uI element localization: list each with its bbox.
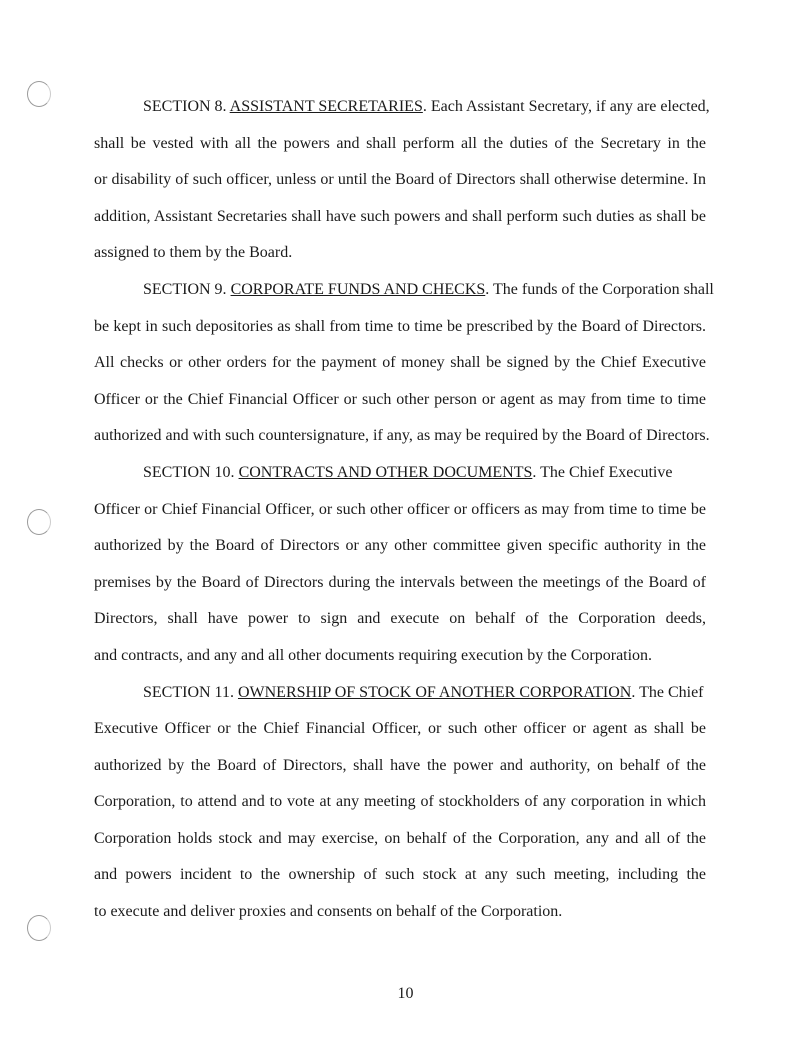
punch-hole-bottom [27,915,51,941]
section-text: . Each Assistant Secretary, if any are elected, [422,98,710,115]
text-line: or disability of such officer, unless or until the Board of Directors shall otherwise determine. In [94,171,706,189]
text-line: Officer or the Chief Financial Officer or such other person or agent as may from time to time [94,390,706,408]
document-body [94,89,714,931]
text-line: and powers incident to the ownership of such stock at any such meeting, including the [94,866,706,884]
section-heading: OWNERSHIP OF STOCK OF ANOTHER CORPORATION [237,683,632,701]
section-1 [94,272,714,455]
section-text: . The funds of the Corporation shall [485,280,714,298]
text-line: addition, Assistant Secretaries shall have such powers and shall perform such duties as shall be [94,207,706,225]
page-number: 10 [397,985,414,1002]
text-line: be kept in such depositories as shall from time to time be prescribed by the Board of Directors. [94,317,706,335]
text-line: Officer or Chief Financial Officer, or such other officer or officers as may from time to time be [94,500,706,518]
text-line: to execute and deliver proxies and consents on behalf of the Corporation. [94,903,563,921]
section-heading: CORPORATE FUNDS AND CHECKS [230,280,486,298]
section-text: . The Chief Executive [532,463,673,481]
punch-hole-top [27,81,51,107]
text-line: shall be vested with all the powers and shall perform all the duties of the Secretary in the [94,134,706,152]
section-first-line [94,89,710,126]
text-line: Corporation holds stock and may exercise, on behalf of the Corporation, any and all of the [94,829,706,847]
section-first-line [94,455,706,492]
section-number: SECTION 9. [143,280,231,298]
text-line: premises by the Board of Directors during the intervals between the meetings of the Board of [94,573,706,591]
text-line: authorized and with such countersignature, if any, as may be required by the Board of Directors. [94,427,710,445]
section-number: SECTION 8. [143,98,230,115]
section-heading: CONTRACTS AND OTHER DOCUMENTS [238,463,533,481]
text-line: and contracts, and any and all other documents requiring execution by the Corporation. [94,646,653,664]
text-line: All checks or other orders for the payment of money shall be signed by the Chief Executive [94,354,706,372]
section-first-line [94,675,706,712]
punch-hole-middle [27,509,51,535]
text-line: assigned to them by the Board. [94,244,293,262]
section-0 [94,89,710,272]
text-line: Corporation, to attend and to vote at any meeting of stockholders of any corporation in which [94,793,706,811]
section-text: . The Chief [631,683,704,701]
section-first-line [94,272,714,309]
section-3 [94,675,706,931]
text-line: Directors, shall have power to sign and execute on behalf of the Corporation deeds, [94,610,706,628]
text-line: Executive Officer or the Chief Financial Officer, or such other officer or agent as shall be [94,720,706,738]
section-2 [94,455,706,675]
section-number: SECTION 10. [143,463,239,481]
text-line: authorized by the Board of Directors or any other committee given specific authority in the [94,537,706,555]
text-line: authorized by the Board of Directors, shall have the power and authority, on behalf of the [94,756,706,774]
section-number: SECTION 11. [143,683,238,701]
section-heading: ASSISTANT SECRETARIES [229,98,423,115]
